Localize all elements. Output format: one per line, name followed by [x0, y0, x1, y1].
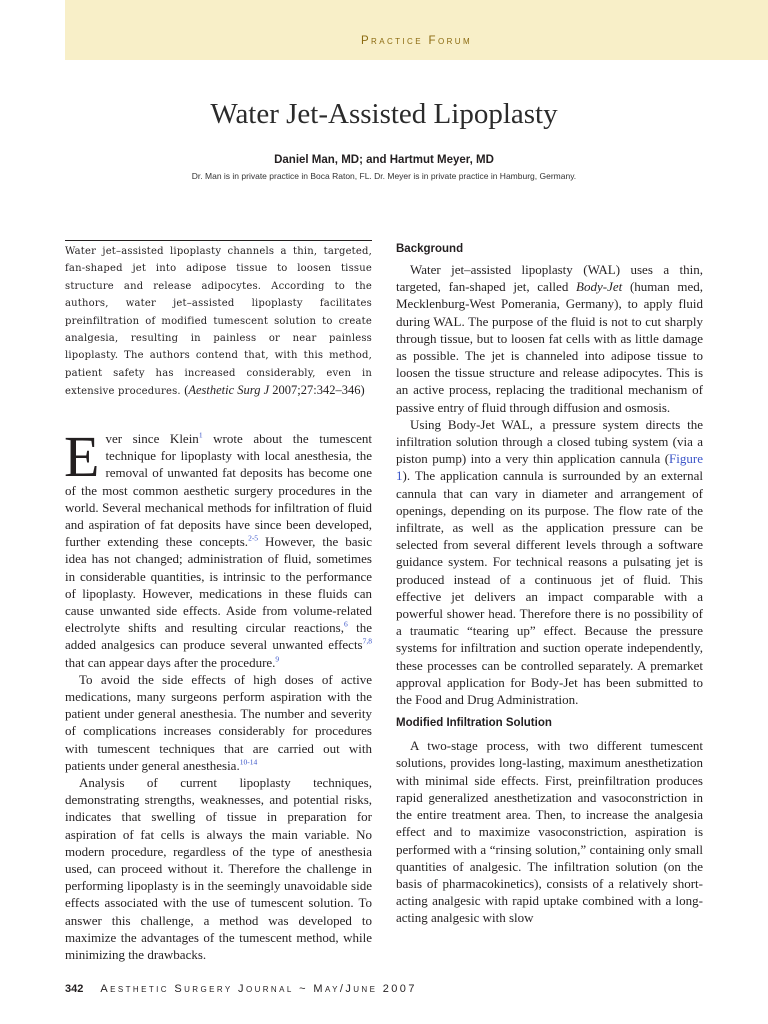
reference-link[interactable]: 10-14 — [239, 757, 258, 767]
article-authors: Daniel Man, MD; and Hartmut Meyer, MD — [274, 154, 494, 166]
reference-link[interactable]: 9 — [275, 654, 280, 664]
article-title: Water Jet-Assisted Lipoplasty — [210, 98, 558, 130]
drop-cap: E — [64, 424, 100, 489]
section-banner — [65, 0, 768, 60]
reference-link[interactable]: 2-5 — [248, 533, 259, 543]
reference-link[interactable]: 1 — [198, 430, 203, 440]
journal-footer: Aesthetic Surgery Journal ~ May/June 2007 — [100, 983, 417, 995]
right-column — [396, 242, 703, 927]
page-number: 342 — [65, 983, 84, 995]
body-paragraph: Analysis of current lipoplasty techniques, demonstrating strengths, weaknesses, and potential risks, indicates that swelling of tissue in preparation for aspiration of fat cells is always the main variable. No modern procedure, regardless of the type of anesthesia used, can proceed without it. Therefore the challenge in performing lipoplasty is in the seemingly unavoidable side effects associated with the use of tumescent solution. To answer this challenge, a method was developed to maximize the advantages of the tumescent method, while minimizing the drawbacks. — [65, 775, 372, 963]
section-heading-background: Background — [396, 243, 464, 255]
abstract — [65, 240, 372, 401]
body-paragraph: Water jet–assisted lipoplasty (WAL) uses a thin, targeted, fan-shaped jet, called Body-Jet (human med, Mecklenburg-West Pomerania, Germany), to apply fluid during WAL. The purpose of the fluid is not to cut sharply through tissue, but to loosen fat cells with as little damage as possible. The jet is channeled into adipose tissue to loosen the tissue structure and release adipocytes. This is an active process, replacing the traditional mechanism of passive entry of fluid through diffusion and osmosis. — [396, 262, 703, 415]
left-column — [64, 424, 373, 963]
abstract-text: Water jet–assisted lipoplasty channels a thin, targeted, fan-shaped jet into adipose tissue to loosen tissue structure and release adipocytes. According to the authors, water jet–assisted lipoplasty facilitates preinfiltration of modified tumescent solution to create analgesia, resulting in painless or near painless lipoplasty. The authors contend that, with this method, patient safety has increased considerably, even in extensive procedures. — [65, 246, 372, 398]
page-footer — [65, 983, 417, 995]
citation-journal: Aesthetic Surg J — [188, 383, 270, 398]
abstract-citation: (Aesthetic Surg J 2007;27:342–346) — [184, 383, 365, 398]
body-paragraph: A two-stage process, with two different tumescent solutions, provides long-lasting, maximum anesthetization with minimal side effects. First, preinfiltration produces rapid generalized anesthetization and vasoconstriction in the entire treatment area. Then, to increase the analgesia effect and to maximize vasoconstriction, aspiration is performed with a “rinsing solution,” containing only small quantities of analgesic. The infiltration solution (on the basis of pharmacokinetics), consists of a relatively short-acting analgesic with rapid uptake combined with a long-acting analgesic with slow — [396, 738, 703, 926]
reference-link[interactable]: 6 — [344, 619, 348, 629]
product-name: Body-Jet — [576, 279, 623, 295]
body-paragraph: To avoid the side effects of high doses of active medications, many surgeons perform aspiration with the patient under general anesthesia. The number and severity of complications increases considerably for procedures with tumescent techniques that are carried out with patients under general anesthesia.$^{10-14}$ — [65, 671, 372, 773]
figure-link[interactable]: Figure 1 — [396, 451, 703, 484]
author-affiliation: Dr. Man is in private practice in Boca Raton, FL. Dr. Meyer is in private practice in Hamburg, Germany. — [191, 171, 577, 181]
section-heading-infiltration: Modified Infiltration Solution — [396, 717, 552, 730]
body-paragraph: Using Body-Jet WAL, a pressure system directs the infiltration solution through a closed tubing system (via a piston pump) into a very thin application cannula (Figure 1). The application cannula is surrounded by an external cannula that can vary in diameter and arrangement of openings, depending on its purpose. The flow rate of the infiltrate, as well as the application pressure can be selected from several different levels through a software guidance system. For technical reasons a pulsating jet is produced instead of a continuous jet of fluid. This effective jet delivers an impact comparable with a powerful shower head. Therefore there is no possibility of a traumatic “tearing up” effect. Because the pressure systems for infiltration and suction operate independently, these processes can be controlled separately. A premarket approval application for Body-Jet has been submitted to the Food and Drug Administration. — [396, 416, 703, 708]
section-label: Practice Forum — [360, 35, 473, 47]
intro-paragraph: Ever since Klein$^1$ wrote about the tumescent technique for lipoplasty with local anesthesia, the removal of unwanted fat deposits has become one of the most common aesthetic surgery procedures in the world. Several mechanical methods for infiltration of fluid and aspiration of fat deposits have since been developed, further extending these concepts.$^{2-5}$ However, the basic idea has not changed; administration of fluid, sometimes in considerable quantities, is intrinsic to the performance of lipoplasty. However, medications in these fluids can cause unwanted side effects. Aside from volume-related electrolyte shifts and resulting circular reactions,$^6$ the added analgesics can produce several unwanted effects$^{7,8}$ that can appear days after the procedure.$^9$ — [64, 424, 373, 670]
reference-link[interactable]: 7,8 — [362, 637, 372, 647]
